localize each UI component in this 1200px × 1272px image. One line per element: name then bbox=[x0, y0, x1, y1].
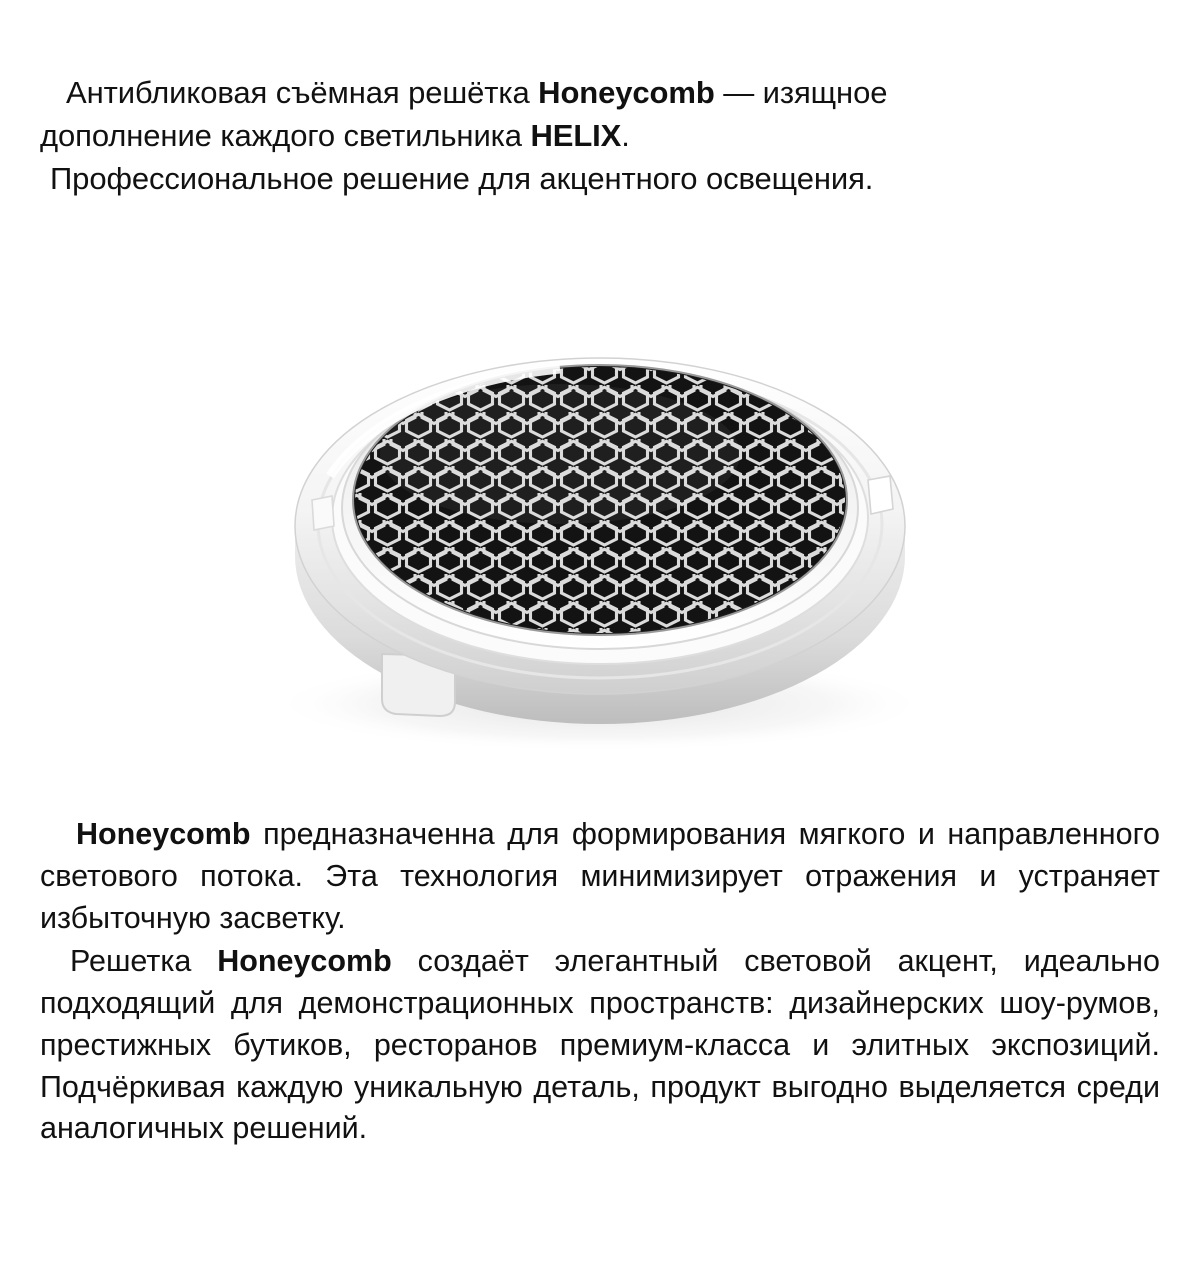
paragraph-1-bold: Honeycomb bbox=[76, 817, 251, 851]
intro-line-2-bold: HELIX bbox=[530, 117, 622, 153]
paragraph-2-bold: Honeycomb bbox=[217, 944, 392, 979]
body-text-block bbox=[40, 814, 1160, 1150]
product-image bbox=[0, 304, 1200, 784]
intro-line-1-post: — изящное bbox=[714, 75, 888, 110]
intro-block bbox=[40, 72, 1160, 200]
paragraph-2-post: создаёт элегантный световой акцент, идеально подходящий для демонстрационных пространств: дизайнерских шоу-румов, престижных бутиков, ресторанов премиум-класса и элитных экспозиций. Подчёркивая каждую уникальную деталь, продукт выгодно выделяется среди аналогичных решений. bbox=[40, 944, 1160, 1146]
intro-line-1 bbox=[40, 72, 1160, 115]
intro-line-2 bbox=[40, 115, 1160, 158]
intro-line-2-post: . bbox=[621, 117, 630, 153]
intro-line-3: Профессиональное решение для акцентного освещения. bbox=[50, 160, 874, 196]
paragraph-1 bbox=[40, 814, 1160, 939]
paragraph-1-text: предназначенна для формирования мягкого и направленного светового потока. Эта технология минимизирует отражения и устраняет избыточную засветку. bbox=[40, 817, 1160, 935]
document-page bbox=[0, 72, 1200, 1272]
intro-line-1-pre: Антибликовая съёмная решётка bbox=[66, 75, 539, 110]
paragraph-2-pre: Решетка bbox=[70, 944, 218, 979]
paragraph-2 bbox=[40, 941, 1160, 1150]
intro-line-2-pre: дополнение каждого светильника bbox=[40, 117, 531, 153]
intro-line-1-bold: Honeycomb bbox=[538, 75, 715, 110]
